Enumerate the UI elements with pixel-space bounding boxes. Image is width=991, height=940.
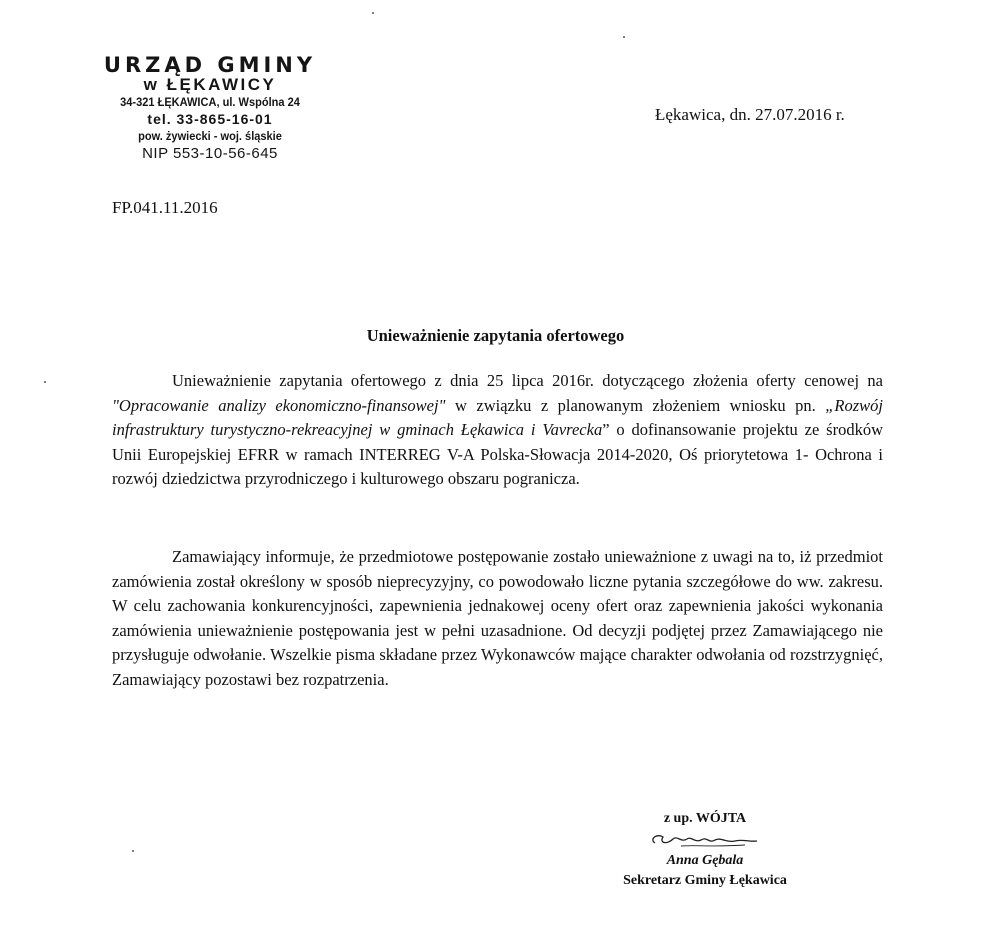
scan-speck bbox=[132, 850, 134, 852]
handwritten-signature-icon bbox=[590, 829, 820, 851]
document-title: Unieważnienie zapytania ofertowego bbox=[366, 326, 625, 345]
p1-text-b: w związku z planowanym złożeniem wniosku pn. bbox=[445, 395, 826, 415]
signature-block bbox=[590, 809, 820, 891]
p1-project-name: „Rozwój infrastruktury turystyczno-rekreacyjnej w gminach Łękawica i Vavrecka bbox=[112, 395, 883, 439]
signature-on-behalf: z up. WÓJTA bbox=[663, 811, 747, 826]
scan-speck bbox=[44, 381, 46, 383]
place-date: Łękawica, dn. 27.07.2016 r. bbox=[655, 105, 845, 124]
stamp-locality: w ŁĘKAWICY bbox=[143, 75, 277, 94]
stamp-phone: tel. 33-865-16-01 bbox=[147, 111, 273, 127]
stamp-office-name: URZĄD GMINY bbox=[103, 53, 317, 77]
p1-text-c: ” o dofinansowanie projektu ze środków Unii Europejskiej EFRR w ramach INTERREG V-A Polska-Słowacja 2014-2020, Oś priorytetowa 1- Ochrona i rozwój dziedzictwa przyrodniczego i kulturowego obszaru pogranicza. bbox=[112, 420, 884, 488]
stamp-address: 34-321 ŁĘKAWICA, ul. Wspólna 24 bbox=[120, 95, 300, 109]
p1-subject: "Opracowanie analizy ekonomiczno-finansowej" bbox=[112, 395, 446, 415]
office-stamp bbox=[70, 54, 350, 163]
stamp-nip: NIP 553-10-56-645 bbox=[142, 145, 278, 162]
signatory-name: Anna Gębala bbox=[666, 853, 744, 868]
scan-speck bbox=[372, 12, 374, 14]
signatory-position: Sekretarz Gminy Łękawica bbox=[623, 873, 787, 888]
p2-text: Zamawiający informuje, że przedmiotowe postępowanie zostało unieważnione z uwagi na to, iż przedmiot zamówienia został określony w sposób nieprecyzyjny, co powodowało liczne pytania szczegółowe do ww. zakresu. W celu zachowania konkurencyjności, zapewnienia jednakowej oceny ofert oraz zapewnienia jakości wykonania zamówienia unieważnienie postępowania jest w pełni uzasadnione. Od decyzji podjętej przez Zamawiającego nie przysługuje odwołanie. Wszelkie pisma składane przez Wykonawców mające charakter odwołania od rozstrzygnięć, Zamawiający pozostawi bez rozpatrzenia. bbox=[112, 547, 883, 689]
stamp-district: pow. żywiecki - woj. śląskie bbox=[138, 129, 282, 143]
p1-text-a: Unieważnienie zapytania ofertowego z dnia 25 lipca 2016r. dotyczącego złożenia oferty cenowej na bbox=[172, 371, 883, 390]
paragraph-1 bbox=[112, 369, 883, 492]
paragraph-2 bbox=[112, 545, 883, 692]
scan-speck bbox=[623, 36, 625, 38]
reference-number: FP.041.11.2016 bbox=[112, 198, 218, 217]
